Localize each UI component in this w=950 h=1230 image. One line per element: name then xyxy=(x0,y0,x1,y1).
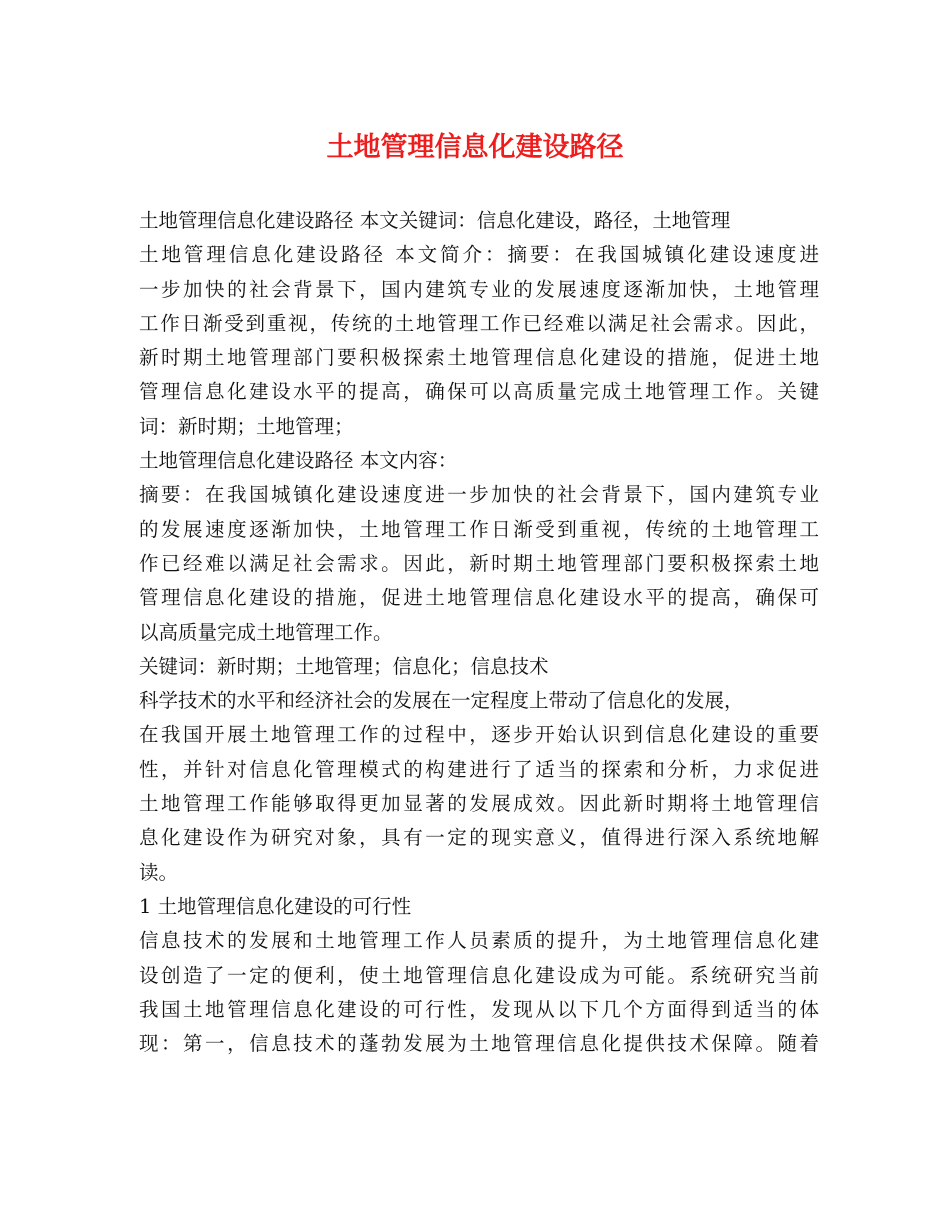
document-body xyxy=(139,204,819,1061)
text-line: 读。 xyxy=(139,860,179,884)
text-line: 息化建设作为研究对象，具有一定的现实意义，值得进行深入系统地解 xyxy=(139,826,819,850)
text-line: 关键词：新时期；土地管理；信息化；信息技术 xyxy=(139,654,549,678)
text-line: 在我国开展土地管理工作的过程中，逐步开始认识到信息化建设的重要 xyxy=(139,723,819,747)
text-line: 的发展速度逐渐加快，土地管理工作日渐受到重视，传统的土地管理工 xyxy=(139,517,819,541)
text-line: 管理信息化建设的措施，促进土地管理信息化建设水平的提高，确保可 xyxy=(139,586,819,610)
text-line: 现：第一，信息技术的蓬勃发展为土地管理信息化提供技术保障。随着 xyxy=(139,1032,819,1056)
text-line: 我国土地管理信息化建设的可行性，发现从以下几个方面得到适当的体 xyxy=(139,997,819,1021)
text-line: 性，并针对信息化管理模式的构建进行了适当的探索和分析，力求促进 xyxy=(139,757,819,781)
text-line: 土地管理信息化建设路径 本文简介：摘要：在我国城镇化建设速度进 xyxy=(139,243,819,267)
text-line: 设创造了一定的便利，使土地管理信息化建设成为可能。系统研究当前 xyxy=(139,963,819,987)
text-line: 土地管理信息化建设路径 本文内容： xyxy=(139,449,458,473)
text-line: 管理信息化建设水平的提高，确保可以高质量完成土地管理工作。关键 xyxy=(139,380,819,404)
text-line: 工作日渐受到重视，传统的土地管理工作已经难以满足社会需求。因此， xyxy=(139,311,819,335)
section-heading: 1 土地管理信息化建设的可行性 xyxy=(139,894,412,918)
text-line: 摘要：在我国城镇化建设速度进一步加快的社会背景下，国内建筑专业 xyxy=(139,483,819,507)
text-line: 土地管理工作能够取得更加显著的发展成效。因此新时期将土地管理信 xyxy=(139,792,819,816)
text-line: 词：新时期；土地管理； xyxy=(139,414,354,438)
text-line: 科学技术的水平和经济社会的发展在一定程度上带动了信息化的发展， xyxy=(139,689,744,713)
text-line: 作已经难以满足社会需求。因此，新时期土地管理部门要积极探索土地 xyxy=(139,551,819,575)
document-title: 土地管理信息化建设路径 xyxy=(326,132,624,163)
text-line: 信息技术的发展和土地管理工作人员素质的提升，为土地管理信息化建 xyxy=(139,929,819,953)
text-line: 土地管理信息化建设路径 本文关键词：信息化建设，路径，土地管理 xyxy=(139,209,731,232)
text-line: 一步加快的社会背景下，国内建筑专业的发展速度逐渐加快，土地管理 xyxy=(139,277,819,301)
text-line: 新时期土地管理部门要积极探索土地管理信息化建设的措施，促进土地 xyxy=(139,346,819,370)
text-line: 以高质量完成土地管理工作。 xyxy=(139,620,393,644)
